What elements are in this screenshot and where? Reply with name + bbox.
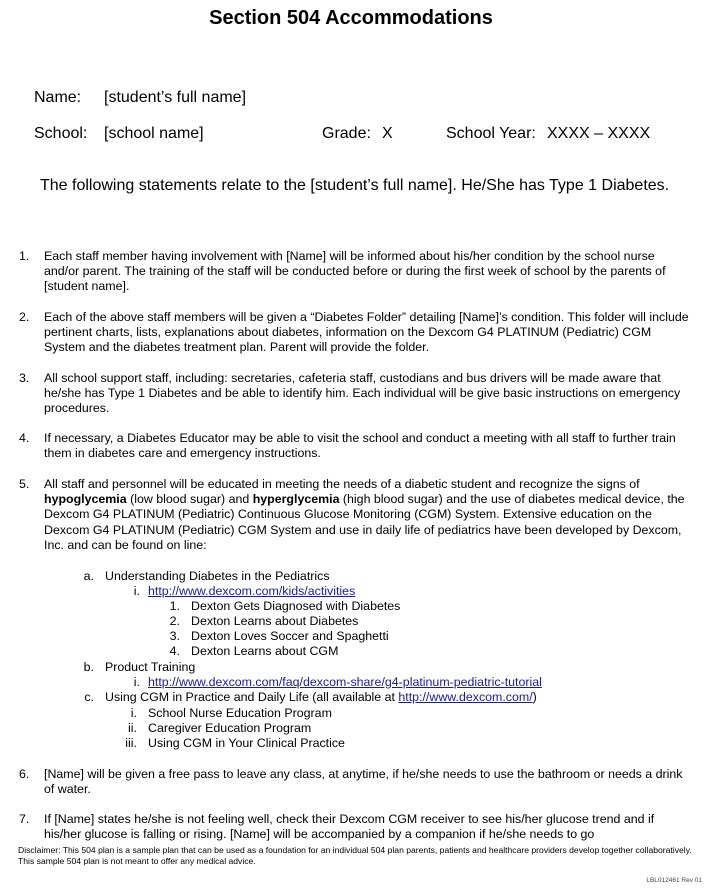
list-item [0, 812, 700, 842]
pediatric-tutorial-link[interactable]: http://www.dexcom.com/faq/dexcom-share/g4-platinum-pediatric-tutorial [148, 675, 542, 689]
school-value: [school name] [104, 125, 204, 142]
item-text: Each staff member having involvement with [Name] will be informed about his/her condition by the school nurse and/or parent. The training of the staff will be conducted before or during the first week of school by the parents of [student name]. [44, 249, 666, 294]
item-number: 2. [19, 310, 30, 324]
dexcom-home-link[interactable]: http://www.dexcom.com/ [398, 690, 533, 704]
name-label: Name: [34, 89, 82, 106]
list-item [0, 371, 700, 417]
document-page: Section 504 Accommodations Name: [student’s full name] School: [school name] Grade: X School Year: XXXX – XXXX The following statements relate to the [student’s full name]. He/She has Type 1 Diabetes. 1. Each staff member having involvement with [Name] will be informed about his/her condition by the school nurse and/or parent. The training of the staff will be conducted before or during the first week of school by the parents of [student name]. 2. Each of the above staff members will be given a “Diabetes Folder” detailing [Name]’s condition. This folder will include pertinent charts, lists, explanations about diabetes, information on the Dexcom G4 PLATINUM (Pediatric) CGM System and the diabetes treatment plan. Parent will provide the folder. 3. All school support staff, including: secretaries, cafeteria staff, custodians and bus drivers will be made aware that he/she has Type 1 Diabetes and be able to identify him. Each individual will be give basic instructions on emergency procedures. 4. If necessary, a Diabetes Educator may be able to visit the school and conduct a meeting with all staff to further train them in diabetes care and emergency instructions. 5. All staff and personnel will be educated in meeting the needs of a diabetic student and recognize the signs of hypoglycemia (low blood sugar) and hyperglycemia (high blood sugar) and the use of diabetes medical device, the Dexcom G4 PLATINUM (Pediatric) Continuous Glucose Monitoring (CGM) System. Extensive education on the Dexcom G4 PLATINUM (Pediatric) CGM System and use in daily life of pediatrics have been developed by Dexcom, Inc. and can be found on line: a. Understanding Diabetes in the Pediatrics i. http://www.dexcom.com/kids/activities 1. Dexton Gets Diagnosed with Diabetes 2. Dexton Learns about Diabetes 3. Dexton Loves Soccer and Spaghetti 4. Dexton Learns about CGM b. Product Training i. http://www.dexcom.com/faq/dexcom-share/g4-platinum-pediatric-tutorial c. Using CGM in Practice and Daily Life (all available at http://www.dexcom.com/) i. School Nurse Education Program ii. Caregiver Education Program iii. Using CGM in Your Clinical Practice 6. [Name] will be given a free pass to leave any class, at anytime, if he/she needs to use the bathroom or needs a drink of water. 7. If [Name] states he/she is not feeling well, check their Dexcom CGM receiver to see his/her glucose trend and if his/her glucose is falling or rising. [Name] will be accompanied by a companion if he/she needs to go Disclaimer: This 504 plan is a sample plan that can be used as a foundation for an individual 504 plan parents, patients and healthcare providers develop together collaboratively. This sample 504 plan is not meant to offer any medical advice. LBL012461 Rev 01 [0, 0, 720, 888]
item-text: If [Name] states he/she is not feeling well, check their Dexcom CGM receiver to see his/her glucose trend and if his/her glucose is falling or rising. [Name] will be accompanied by a companion if he/she needs to go [44, 812, 655, 842]
item-text: All staff and personnel will be educated in meeting the needs of a diabetic student and recognize the signs of hypoglycemia (low blood sugar) and hyperglycemia (high blood sugar) and the use of diabetes medical device, the Dexcom G4 PLATINUM (Pediatric) Continuous Glucose Monitoring (CGM) System. Extensive education on the Dexcom G4 PLATINUM (Pediatric) CGM System and use in daily life of pediatrics have been developed by Dexcom, Inc. and can be found on line: [44, 477, 685, 552]
page-title: Section 504 Accommodations [209, 7, 493, 29]
school-label: School: [34, 125, 88, 142]
item-number: 3. [19, 371, 30, 385]
item-number: 1. [19, 249, 30, 263]
list-item [0, 431, 700, 461]
item-number: 4. [19, 431, 30, 445]
list-item [0, 767, 700, 797]
item-text: If necessary, a Diabetes Educator may be able to visit the school and conduct a meeting with all staff to further train them in diabetes care and emergency instructions. [44, 431, 676, 461]
list-item [0, 249, 700, 295]
resource-b-text: Product Training [105, 660, 196, 674]
hypoglycemia-term: hypoglycemia [44, 492, 127, 507]
item-text: [Name] will be given a free pass to leave any class, at anytime, if he/she needs to use the bathroom or needs a drink of water. [44, 767, 683, 797]
list-item [0, 310, 700, 356]
list-item [0, 477, 700, 553]
grade-value: X [382, 125, 393, 142]
intro-statement: The following statements relate to the [student’s full name]. He/She has Type 1 Diabetes. [40, 177, 670, 194]
grade-label: Grade: [322, 125, 371, 142]
document-code: LBL012461 Rev 01 [646, 877, 702, 884]
resource-c-text: Using CGM in Practice and Daily Life (all available at http://www.dexcom.com/) [105, 690, 537, 704]
item-number: 6. [19, 767, 30, 781]
hyperglycemia-term: hyperglycemia [252, 492, 340, 507]
school-year-label: School Year: [446, 125, 536, 142]
kids-activities-link[interactable]: http://www.dexcom.com/kids/activities [148, 584, 356, 598]
item-number: 5. [19, 477, 30, 491]
resource-a-text: Understanding Diabetes in the Pediatrics [105, 569, 330, 583]
item-text: Each of the above staff members will be given a “Diabetes Folder” detailing [Name]’s condition. This folder will include pertinent charts, lists, explanations about diabetes, information on the Dexcom G4 PLATINUM (Pediatric) CGM System and the diabetes treatment plan. Parent will provide the folder. [44, 310, 689, 355]
name-value: [student’s full name] [104, 89, 247, 106]
item-text: All school support staff, including: secretaries, cafeteria staff, custodians and bus drivers will be made aware that he/she has Type 1 Diabetes and be able to identify him. Each individual will be give basic instructions on emergency procedures. [44, 371, 681, 416]
school-year-value: XXXX – XXXX [547, 125, 651, 142]
disclaimer: Disclaimer: This 504 plan is a sample plan that can be used as a foundation for an individual 504 plan parents, patients and healthcare providers develop together collaboratively. This sample 504 plan is not meant to offer any medical advice. [18, 845, 692, 866]
item-number: 7. [19, 812, 30, 826]
